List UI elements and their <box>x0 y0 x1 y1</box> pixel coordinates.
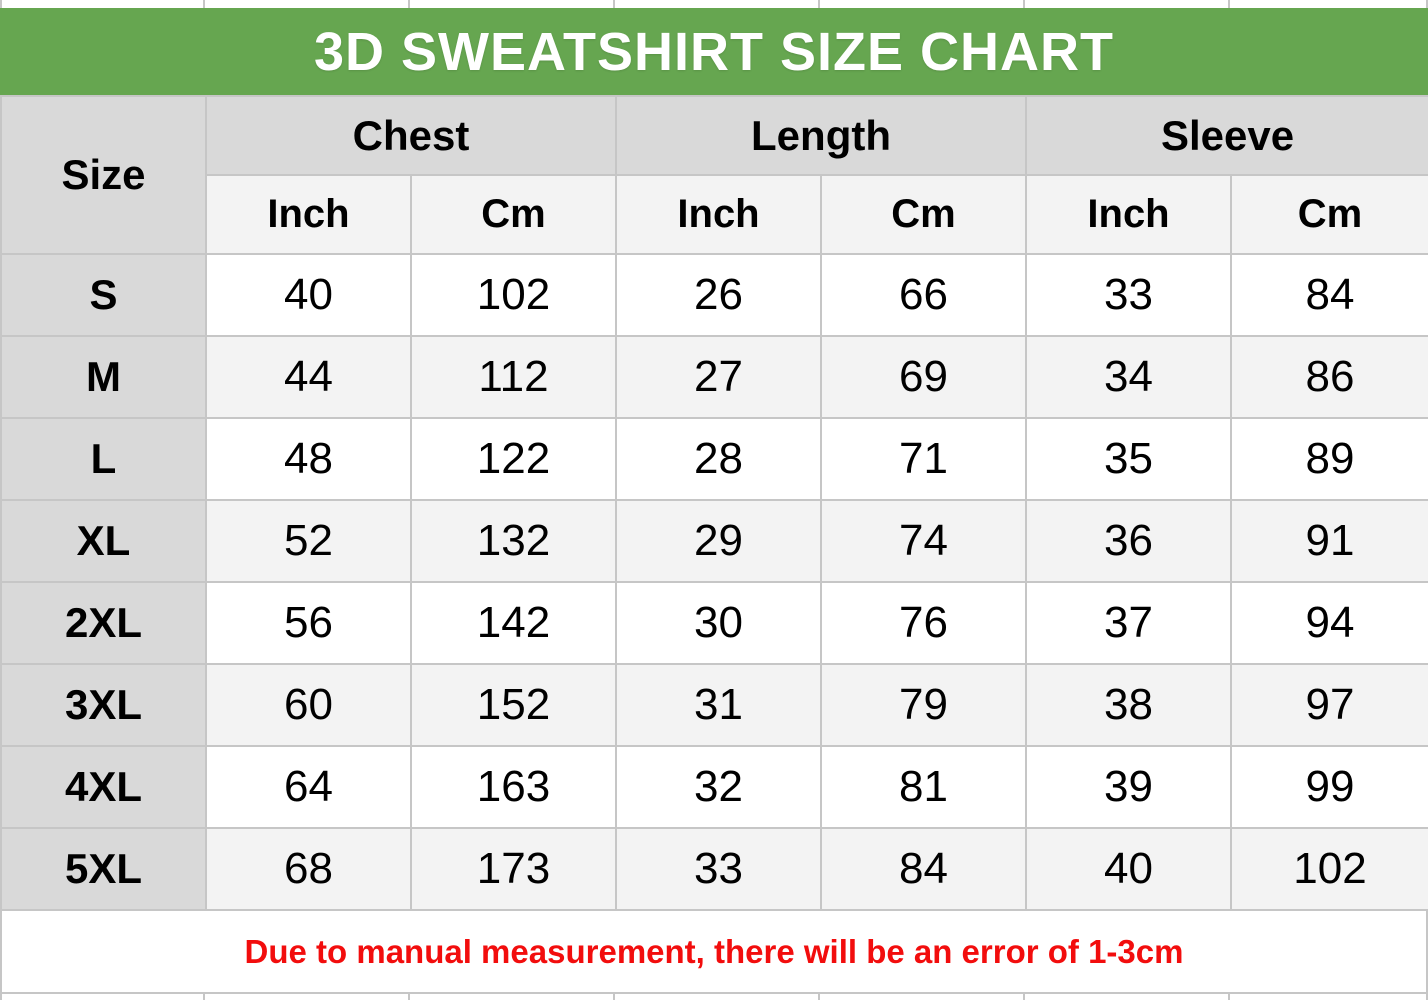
size-chart-table <box>0 95 1428 911</box>
unit-header-chest-cm: Cm <box>411 175 616 254</box>
group-header-sleeve: Sleeve <box>1026 96 1428 175</box>
top-grid-strip <box>0 0 1428 8</box>
value-cell: 94 <box>1231 582 1428 664</box>
grid-cell <box>410 0 615 8</box>
value-cell: 39 <box>1026 746 1231 828</box>
unit-header-sleeve-inch: Inch <box>1026 175 1231 254</box>
value-cell: 89 <box>1231 418 1428 500</box>
grid-cell <box>205 994 410 1000</box>
grid-cell <box>1025 994 1230 1000</box>
value-cell: 102 <box>1231 828 1428 910</box>
value-cell: 71 <box>821 418 1026 500</box>
grid-cell <box>615 0 820 8</box>
value-cell: 44 <box>206 336 411 418</box>
size-cell: L <box>1 418 206 500</box>
value-cell: 48 <box>206 418 411 500</box>
grid-cell <box>0 0 205 8</box>
value-cell: 173 <box>411 828 616 910</box>
table-row-m <box>1 336 1428 418</box>
value-cell: 74 <box>821 500 1026 582</box>
unit-header-row <box>1 175 1428 254</box>
size-cell: XL <box>1 500 206 582</box>
value-cell: 97 <box>1231 664 1428 746</box>
value-cell: 152 <box>411 664 616 746</box>
measurement-note-text: Due to manual measurement, there will be an error of 1-3cm <box>244 932 1184 970</box>
value-cell: 40 <box>206 254 411 336</box>
value-cell: 33 <box>616 828 821 910</box>
bottom-grid-strip <box>0 994 1428 1000</box>
value-cell: 112 <box>411 336 616 418</box>
value-cell: 26 <box>616 254 821 336</box>
grid-cell <box>410 994 615 1000</box>
unit-header-length-cm: Cm <box>821 175 1026 254</box>
value-cell: 122 <box>411 418 616 500</box>
grid-cell <box>205 0 410 8</box>
table-row-3xl <box>1 664 1428 746</box>
grid-cell <box>1230 994 1428 1000</box>
value-cell: 34 <box>1026 336 1231 418</box>
table-row-s <box>1 254 1428 336</box>
table-row-l <box>1 418 1428 500</box>
size-cell: 4XL <box>1 746 206 828</box>
group-header-length: Length <box>616 96 1026 175</box>
value-cell: 142 <box>411 582 616 664</box>
value-cell: 31 <box>616 664 821 746</box>
value-cell: 30 <box>616 582 821 664</box>
value-cell: 132 <box>411 500 616 582</box>
size-cell: M <box>1 336 206 418</box>
value-cell: 69 <box>821 336 1026 418</box>
grid-cell <box>0 994 205 1000</box>
value-cell: 84 <box>1231 254 1428 336</box>
value-cell: 36 <box>1026 500 1231 582</box>
title-banner <box>0 8 1428 95</box>
value-cell: 32 <box>616 746 821 828</box>
value-cell: 64 <box>206 746 411 828</box>
value-cell: 99 <box>1231 746 1428 828</box>
value-cell: 40 <box>1026 828 1231 910</box>
unit-header-length-inch: Inch <box>616 175 821 254</box>
size-cell: 2XL <box>1 582 206 664</box>
table-row-4xl <box>1 746 1428 828</box>
size-cell: S <box>1 254 206 336</box>
grid-cell <box>820 994 1025 1000</box>
value-cell: 91 <box>1231 500 1428 582</box>
value-cell: 37 <box>1026 582 1231 664</box>
value-cell: 76 <box>821 582 1026 664</box>
grid-cell <box>1025 0 1230 8</box>
table-row-2xl <box>1 582 1428 664</box>
grid-cell <box>615 994 820 1000</box>
group-header-row <box>1 96 1428 175</box>
value-cell: 79 <box>821 664 1026 746</box>
value-cell: 163 <box>411 746 616 828</box>
size-cell: 5XL <box>1 828 206 910</box>
value-cell: 86 <box>1231 336 1428 418</box>
table-row-5xl <box>1 828 1428 910</box>
value-cell: 29 <box>616 500 821 582</box>
value-cell: 81 <box>821 746 1026 828</box>
unit-header-chest-inch: Inch <box>206 175 411 254</box>
value-cell: 35 <box>1026 418 1231 500</box>
value-cell: 28 <box>616 418 821 500</box>
value-cell: 27 <box>616 336 821 418</box>
value-cell: 84 <box>821 828 1026 910</box>
value-cell: 68 <box>206 828 411 910</box>
unit-header-sleeve-cm: Cm <box>1231 175 1428 254</box>
grid-cell <box>820 0 1025 8</box>
value-cell: 38 <box>1026 664 1231 746</box>
value-cell: 56 <box>206 582 411 664</box>
value-cell: 102 <box>411 254 616 336</box>
value-cell: 60 <box>206 664 411 746</box>
value-cell: 66 <box>821 254 1026 336</box>
value-cell: 52 <box>206 500 411 582</box>
group-header-chest: Chest <box>206 96 616 175</box>
size-cell: 3XL <box>1 664 206 746</box>
size-column-header: Size <box>1 96 206 254</box>
measurement-note-row <box>0 911 1428 994</box>
grid-cell <box>1230 0 1428 8</box>
table-row-xl <box>1 500 1428 582</box>
value-cell: 33 <box>1026 254 1231 336</box>
page-title: 3D SWEATSHIRT SIZE CHART <box>313 21 1114 82</box>
